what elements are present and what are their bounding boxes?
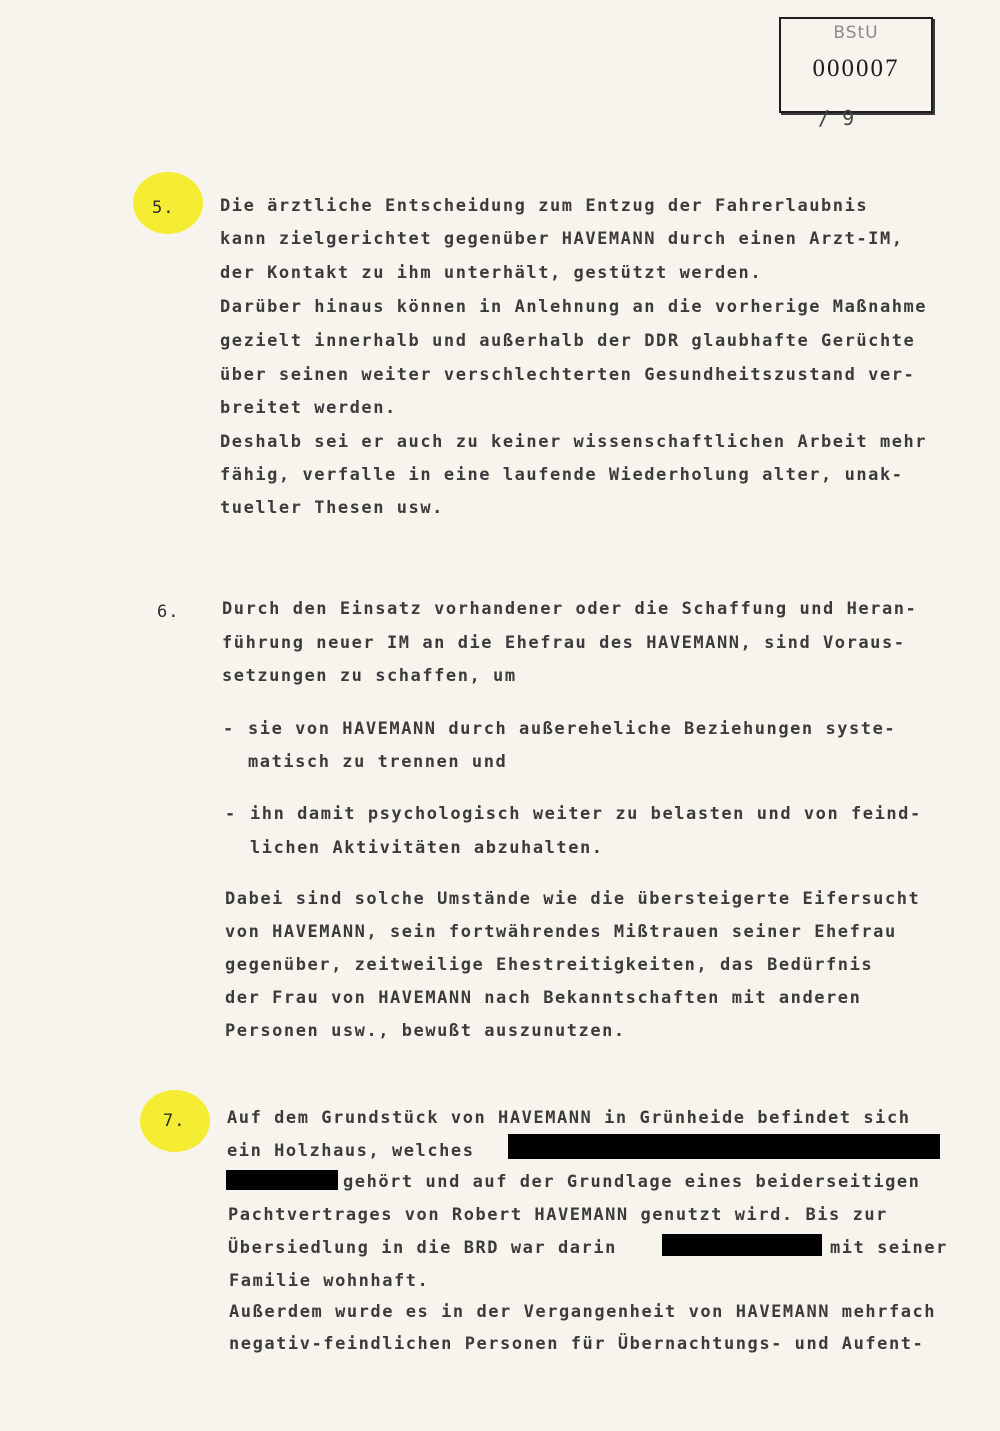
section-7-line: Familie wohnhaft. bbox=[229, 1271, 430, 1291]
bullet-line: matisch zu trennen und bbox=[248, 752, 508, 772]
section-7-line: ein Holzhaus, welches bbox=[227, 1141, 475, 1161]
section-5-line: tueller Thesen usw. bbox=[220, 498, 444, 518]
bullet-line: lichen Aktivitäten abzuhalten. bbox=[250, 838, 604, 858]
redaction-bar bbox=[662, 1234, 822, 1256]
redaction-bar bbox=[508, 1134, 940, 1159]
section-6-line: Durch den Einsatz vorhandener oder die Schaffung und Heran- bbox=[222, 599, 918, 619]
section-6-closing-line: Dabei sind solche Umstände wie die übersteigerte Eifersucht bbox=[225, 889, 921, 909]
section-5-line: Deshalb sei er auch zu keiner wissenschaftlichen Arbeit mehr bbox=[220, 432, 928, 452]
bullet-line: sie von HAVEMANN durch außereheliche Beziehungen syste- bbox=[248, 719, 897, 739]
section-5-line: gezielt innerhalb und außerhalb der DDR glaubhafte Gerüchte bbox=[220, 331, 916, 351]
section-6-line: führung neuer IM an die Ehefrau des HAVEMANN, sind Voraus- bbox=[222, 633, 906, 653]
section-7-line: Auf dem Grundstück von HAVEMANN in Grünheide befindet sich bbox=[227, 1108, 911, 1128]
section-7-line: negativ-feindlichen Personen für Übernachtungs- und Aufent- bbox=[229, 1334, 925, 1354]
section-7-line: Außerdem wurde es in der Vergangenheit von HAVEMANN mehrfach bbox=[229, 1302, 937, 1322]
bullet-line: ihn damit psychologisch weiter zu belasten und von feind- bbox=[250, 804, 922, 824]
section-number-5: 5. bbox=[152, 198, 175, 218]
section-6-closing-line: der Frau von HAVEMANN nach Bekanntschaften mit anderen bbox=[225, 988, 862, 1008]
section-5-line: Die ärztliche Entscheidung zum Entzug der Fahrerlaubnis bbox=[220, 196, 869, 216]
bullet-dash: - bbox=[225, 804, 237, 824]
stamp-title: BStU bbox=[833, 23, 879, 43]
section-5-line: breitet werden. bbox=[220, 398, 397, 418]
section-5-line: kann zielgerichtet gegenüber HAVEMANN durch einen Arzt-IM, bbox=[220, 229, 904, 249]
section-7-line: Pachtvertrages von Robert HAVEMANN genutzt wird. Bis zur bbox=[228, 1205, 888, 1225]
page-number: / 9 bbox=[818, 106, 855, 130]
section-7-line: Übersiedlung in die BRD war darin bbox=[228, 1238, 617, 1258]
section-number-6: 6. bbox=[157, 602, 180, 622]
archive-stamp bbox=[779, 17, 933, 113]
redaction-bar bbox=[226, 1170, 338, 1190]
section-6-closing-line: gegenüber, zeitweilige Ehestreitigkeiten, das Bedürfnis bbox=[225, 955, 874, 975]
section-7-line: gehört und auf der Grundlage eines beiderseitigen bbox=[343, 1172, 921, 1192]
stamp-number: 000007 bbox=[812, 55, 900, 82]
section-6-closing-line: von HAVEMANN, sein fortwährendes Mißtrauen seiner Ehefrau bbox=[225, 922, 897, 942]
section-5-line: der Kontakt zu ihm unterhält, gestützt werden. bbox=[220, 263, 763, 283]
section-5-line: Darüber hinaus können in Anlehnung an die vorherige Maßnahme bbox=[220, 297, 928, 317]
section-5-line: über seinen weiter verschlechterten Gesundheitszustand ver- bbox=[220, 365, 916, 385]
section-6-line: setzungen zu schaffen, um bbox=[222, 666, 517, 686]
section-7-line: mit seiner bbox=[830, 1238, 948, 1258]
section-5-line: fähig, verfalle in eine laufende Wiederholung alter, unak- bbox=[220, 465, 904, 485]
section-6-closing-line: Personen usw., bewußt auszunutzen. bbox=[225, 1021, 626, 1041]
bullet-dash: - bbox=[223, 719, 235, 739]
section-number-7: 7. bbox=[163, 1111, 186, 1131]
